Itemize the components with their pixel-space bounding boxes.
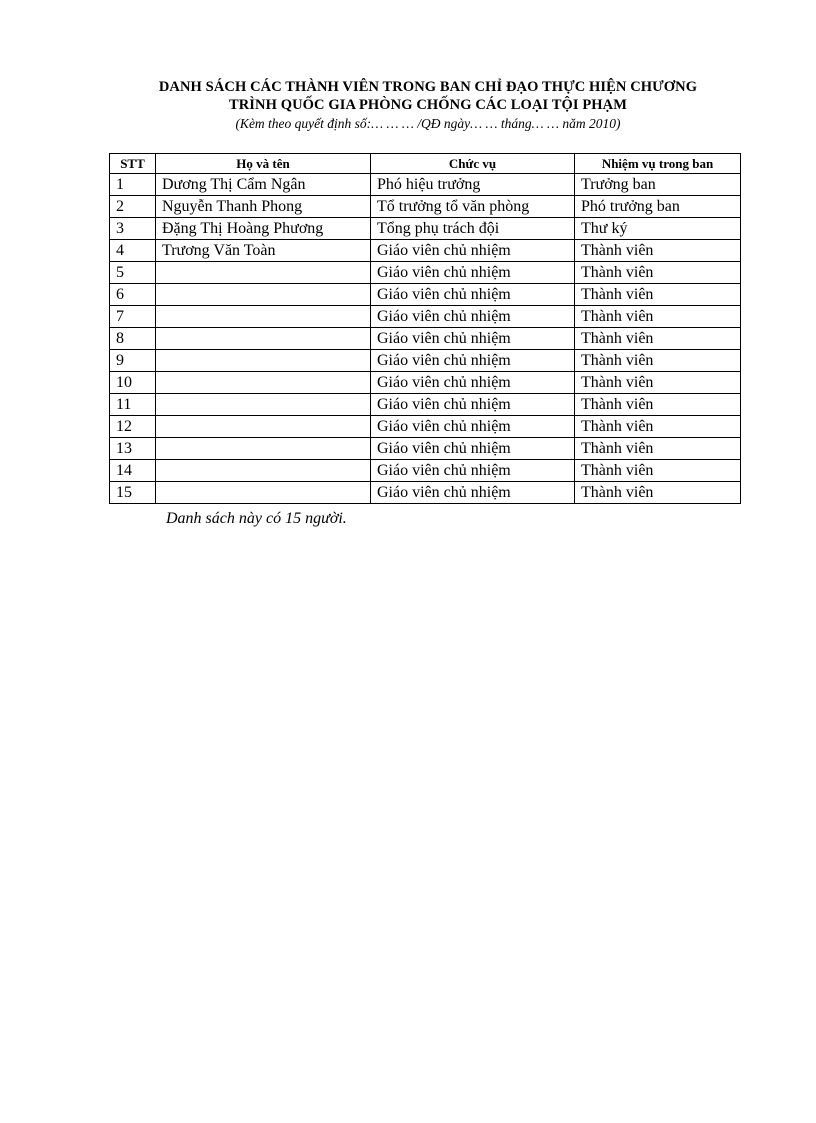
members-table [109, 153, 741, 504]
cell-task: Thành viên [575, 482, 741, 504]
header-role: Chức vụ [371, 154, 575, 174]
cell-name [156, 394, 371, 416]
table-row [110, 372, 741, 394]
cell-task: Thành viên [575, 460, 741, 482]
document-subtitle: (Kèm theo quyết định số:… … … /QĐ ngày… … tháng… … năm 2010) [235, 116, 621, 131]
cell-stt: 12 [110, 416, 156, 438]
cell-task: Thành viên [575, 438, 741, 460]
table-row [110, 482, 741, 504]
cell-stt: 14 [110, 460, 156, 482]
cell-task: Thành viên [575, 284, 741, 306]
cell-name [156, 350, 371, 372]
header-task: Nhiệm vụ trong ban [575, 154, 741, 174]
table-row [110, 218, 741, 240]
document-title [100, 78, 756, 114]
cell-role: Tổ trưởng tổ văn phòng [371, 196, 575, 218]
cell-stt: 11 [110, 394, 156, 416]
cell-role: Giáo viên chủ nhiệm [371, 372, 575, 394]
cell-role: Giáo viên chủ nhiệm [371, 350, 575, 372]
cell-name [156, 416, 371, 438]
table-row [110, 460, 741, 482]
cell-role: Phó hiệu trưởng [371, 174, 575, 196]
cell-stt: 10 [110, 372, 156, 394]
cell-stt: 7 [110, 306, 156, 328]
table-row [110, 240, 741, 262]
cell-name [156, 284, 371, 306]
cell-task: Thành viên [575, 416, 741, 438]
cell-name [156, 306, 371, 328]
table-row [110, 328, 741, 350]
cell-task: Thành viên [575, 240, 741, 262]
cell-name: Trương Văn Toàn [156, 240, 371, 262]
table-row [110, 284, 741, 306]
cell-role: Giáo viên chủ nhiệm [371, 460, 575, 482]
table-row [110, 306, 741, 328]
cell-task: Thành viên [575, 394, 741, 416]
cell-stt: 6 [110, 284, 156, 306]
cell-task: Trưởng ban [575, 174, 741, 196]
cell-role: Giáo viên chủ nhiệm [371, 306, 575, 328]
cell-role: Giáo viên chủ nhiệm [371, 416, 575, 438]
cell-role: Tổng phụ trách đội [371, 218, 575, 240]
cell-task: Phó trưởng ban [575, 196, 741, 218]
cell-stt: 8 [110, 328, 156, 350]
cell-name: Dương Thị Cẩm Ngân [156, 174, 371, 196]
cell-name [156, 438, 371, 460]
title-line-1: DANH SÁCH CÁC THÀNH VIÊN TRONG BAN CHỈ ĐẠO THỰC HIỆN CHƯƠNG [158, 79, 698, 95]
table-header-row [110, 154, 741, 174]
header-name: Họ và tên [156, 154, 371, 174]
table-row [110, 350, 741, 372]
cell-stt: 2 [110, 196, 156, 218]
cell-name [156, 262, 371, 284]
cell-role: Giáo viên chủ nhiệm [371, 438, 575, 460]
cell-name [156, 482, 371, 504]
cell-role: Giáo viên chủ nhiệm [371, 482, 575, 504]
cell-stt: 13 [110, 438, 156, 460]
member-count-note: Danh sách này có 15 người. [166, 510, 347, 527]
cell-name [156, 328, 371, 350]
cell-role: Giáo viên chủ nhiệm [371, 394, 575, 416]
table-row [110, 416, 741, 438]
cell-role: Giáo viên chủ nhiệm [371, 284, 575, 306]
title-line-2: TRÌNH QUỐC GIA PHÒNG CHỐNG CÁC LOẠI TỘI PHẠM [228, 97, 628, 113]
cell-task: Thành viên [575, 372, 741, 394]
cell-name [156, 460, 371, 482]
cell-role: Giáo viên chủ nhiệm [371, 262, 575, 284]
table-row [110, 174, 741, 196]
cell-role: Giáo viên chủ nhiệm [371, 240, 575, 262]
cell-task: Thành viên [575, 262, 741, 284]
table-body [110, 174, 741, 504]
cell-stt: 9 [110, 350, 156, 372]
cell-stt: 15 [110, 482, 156, 504]
table-row [110, 438, 741, 460]
cell-name [156, 372, 371, 394]
cell-stt: 3 [110, 218, 156, 240]
cell-stt: 4 [110, 240, 156, 262]
cell-role: Giáo viên chủ nhiệm [371, 328, 575, 350]
table-row [110, 262, 741, 284]
table-row [110, 394, 741, 416]
cell-name: Đặng Thị Hoàng Phương [156, 218, 371, 240]
table-row [110, 196, 741, 218]
cell-stt: 5 [110, 262, 156, 284]
cell-task: Thành viên [575, 306, 741, 328]
cell-stt: 1 [110, 174, 156, 196]
cell-name: Nguyễn Thanh Phong [156, 196, 371, 218]
header-stt: STT [110, 154, 156, 174]
cell-task: Thành viên [575, 350, 741, 372]
cell-task: Thành viên [575, 328, 741, 350]
cell-task: Thư ký [575, 218, 741, 240]
